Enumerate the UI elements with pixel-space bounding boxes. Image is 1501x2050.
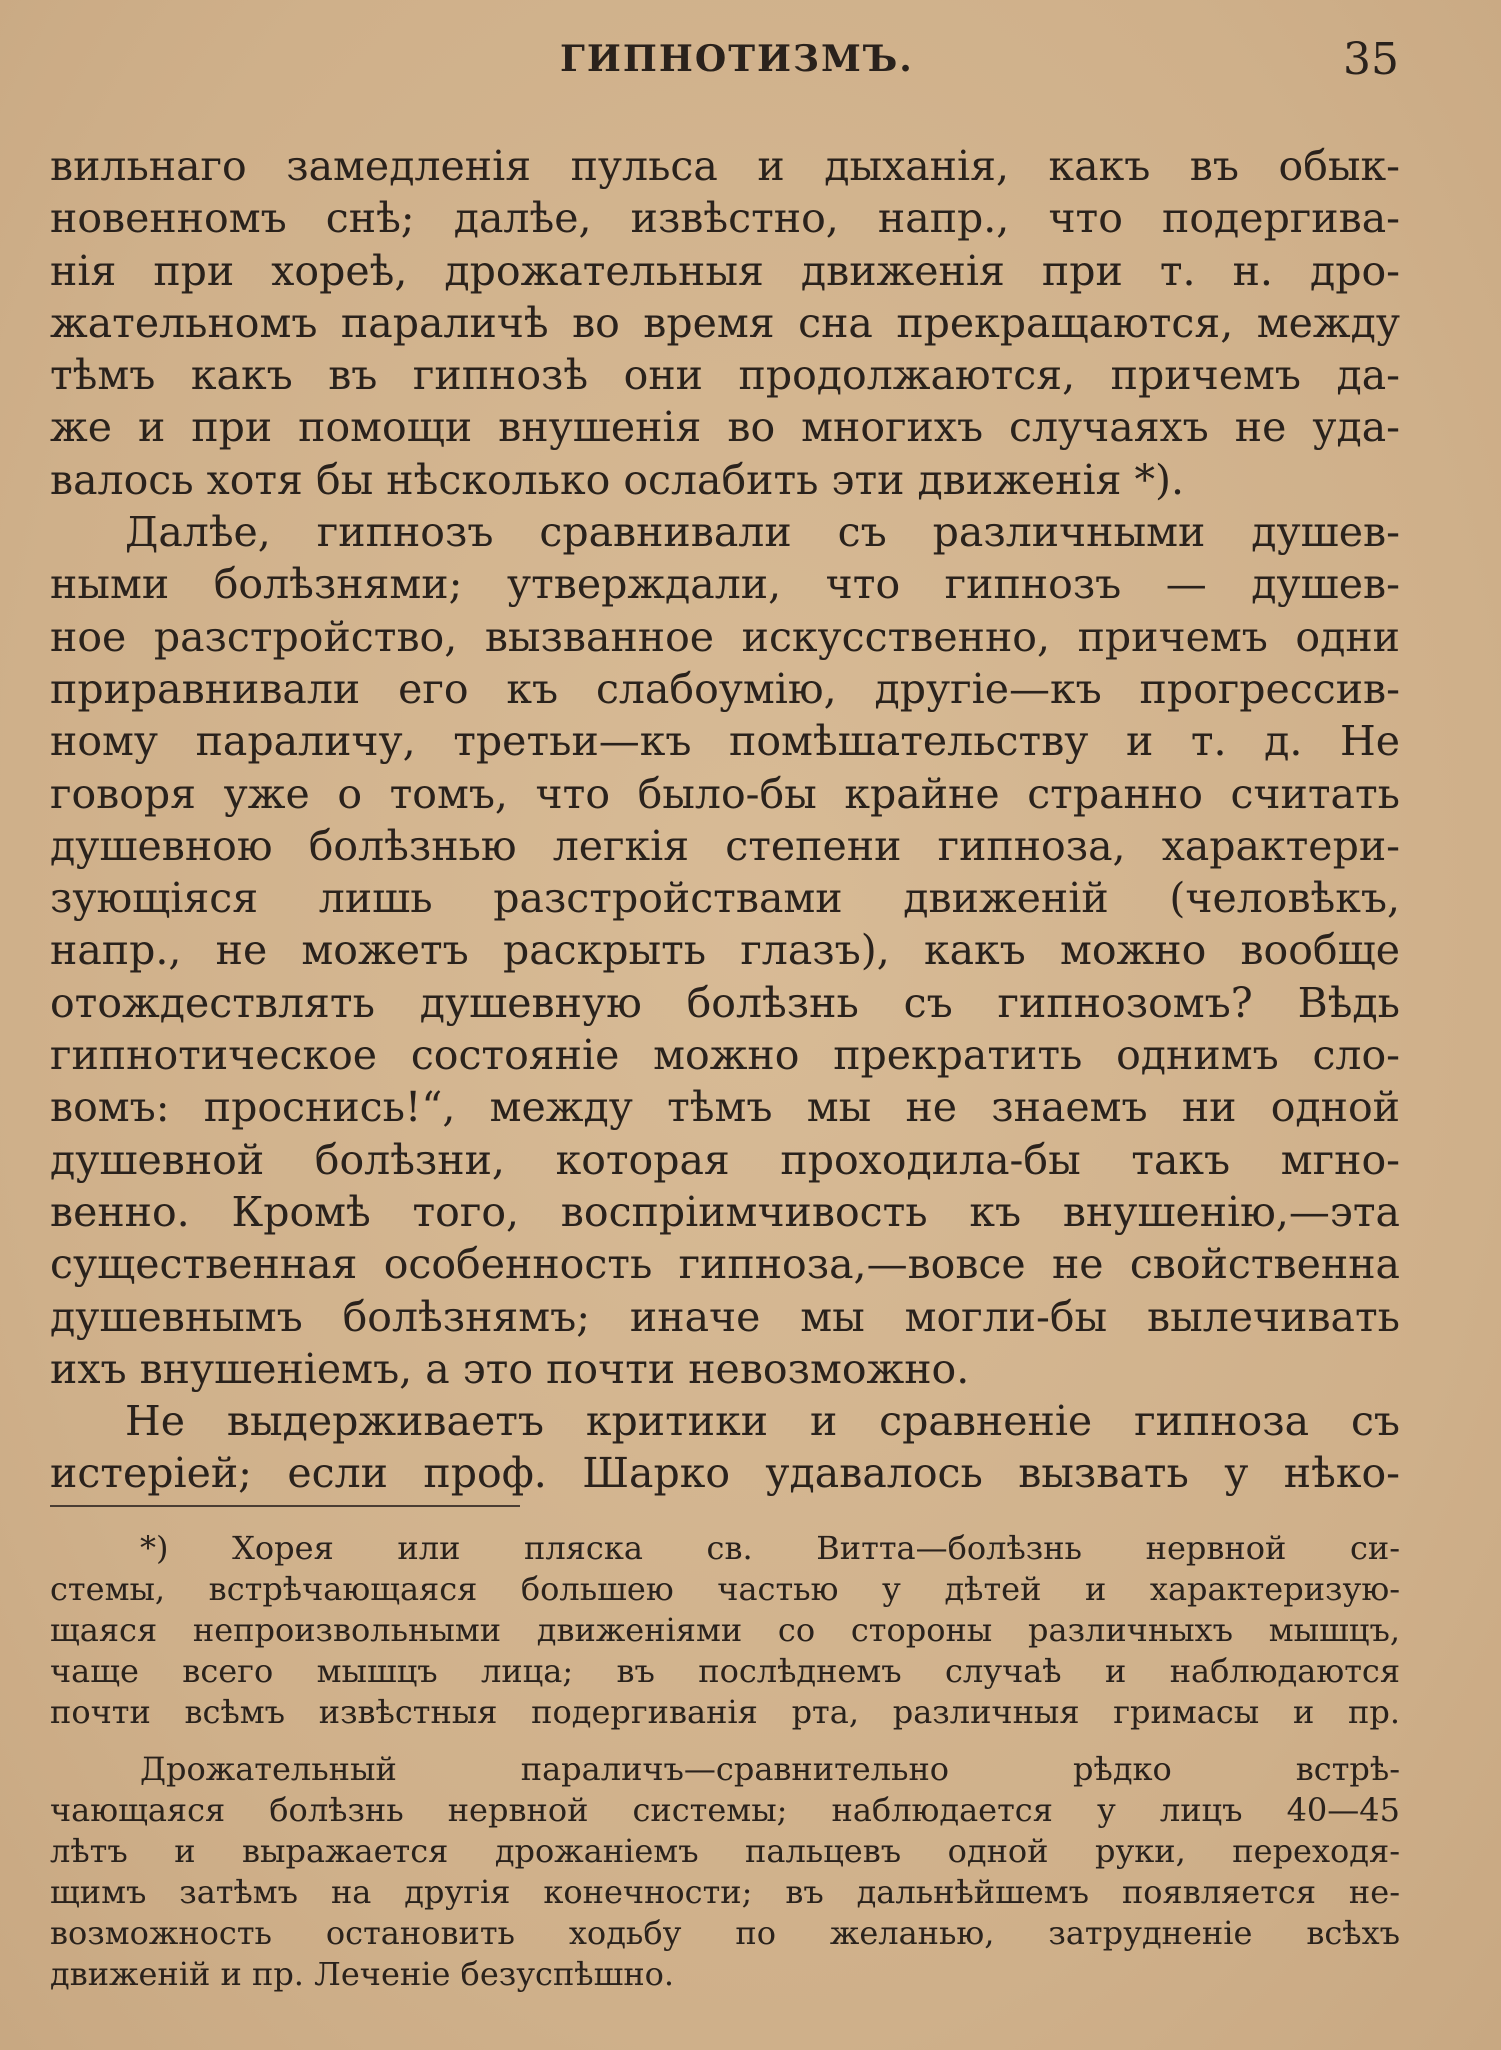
footnote-line: почти всѣмъ извѣстныя подергиванія рта, различныя гримасы и пр.: [50, 1693, 1400, 1731]
text-line: душевной болѣзни, которая проходила-бы такъ мгно-: [50, 1135, 1400, 1184]
footnote-line: чающаяся болѣзнь нервной системы; наблюдается у лицъ 40—45: [50, 1791, 1400, 1829]
text-line: гипнотическое состояніе можно прекратить однимъ сло-: [50, 1031, 1400, 1080]
text-line: нія при хореѣ, дрожательныя движенія при т. н. дро-: [50, 246, 1400, 295]
text-line: приравнивали его къ слабоумію, другіе—къ прогрессив-: [50, 664, 1400, 713]
text-line: Далѣе, гипнозъ сравнивали съ различными душев-: [125, 508, 1400, 557]
footnote-line: щимъ затѣмъ на другія конечности; въ дальнѣйшемъ появляется не-: [50, 1873, 1400, 1911]
text-line: ному параличу, третьи—къ помѣшательству и т. д. Не: [50, 717, 1400, 766]
text-line: отождествлять душевную болѣзнь съ гипнозомъ? Вѣдь: [50, 978, 1400, 1027]
main-text: [50, 140, 1400, 1500]
text-line: валось хотя бы нѣсколько ослабить эти движенія *).: [50, 455, 1185, 504]
footnote-line: щаяся непроизвольными движеніями со стороны различныхъ мышцъ,: [50, 1611, 1400, 1649]
text-line: вильнаго замедленія пульса и дыханія, какъ въ обык-: [50, 142, 1400, 190]
running-title: ГИПНОТИЗМЪ.: [560, 38, 914, 80]
text-line: тѣмъ какъ въ гипнозѣ они продолжаются, причемъ да-: [50, 351, 1400, 400]
text-line: истеріей; если проф. Шарко удавалось вызвать у нѣко-: [50, 1449, 1400, 1498]
running-head: [0, 34, 1501, 88]
text-line: же и при помощи внушенія во многихъ случаяхъ не уда-: [50, 403, 1400, 452]
text-line: вомъ: проснись!“, между тѣмъ мы не знаемъ ни одной: [50, 1083, 1400, 1132]
footnote-line: стемы, встрѣчающаяся большею частью у дѣтей и характеризую-: [50, 1570, 1400, 1608]
text-line: существенная особенность гипноза,—вовсе не свойственна: [50, 1240, 1400, 1289]
footnotes: [50, 1528, 1400, 1995]
text-line: ными болѣзнями; утверждали, что гипнозъ — душев-: [50, 560, 1400, 609]
footnote-line: чаще всего мышцъ лица; въ послѣднемъ случаѣ и наблюдаются: [50, 1652, 1400, 1690]
text-line: жательномъ параличѣ во время сна прекращаются, между: [50, 298, 1400, 347]
text-line: говоря уже о томъ, что было-бы крайне странно считать: [50, 769, 1400, 818]
text-line: Не выдерживаетъ критики и сравненіе гипноза съ: [125, 1397, 1400, 1446]
footnote-line: движеній и пр. Леченіе безуспѣшно.: [50, 1955, 675, 1993]
text-line: ихъ внушеніемъ, а это почти невозможно.: [50, 1344, 970, 1393]
footnote-line: *) Хорея или пляска св. Витта—болѣзнь нервной си-: [140, 1529, 1400, 1567]
text-line: душевною болѣзнью легкія степени гипноза, характери-: [50, 821, 1400, 870]
text-line: душевнымъ болѣзнямъ; иначе мы могли-бы вылечивать: [50, 1292, 1400, 1341]
footnote-line: лѣтъ и выражается дрожаніемъ пальцевъ одной руки, переходя-: [50, 1832, 1400, 1870]
footnote-rule: [50, 1505, 520, 1507]
text-line: зующіяся лишь разстройствами движеній (человѣкъ,: [50, 874, 1400, 923]
text-line: ное разстройство, вызванное искусственно, причемъ одни: [50, 612, 1400, 661]
footnote-line: возможность остановить ходьбу по желанью, затрудненіе всѣхъ: [50, 1914, 1400, 1952]
footnote-line: Дрожательный параличъ—сравнительно рѣдко встрѣ-: [140, 1750, 1400, 1788]
text-line: венно. Кромѣ того, воспріимчивость къ внушенію,—эта: [50, 1187, 1400, 1236]
page-number: 35: [1343, 34, 1399, 85]
text-line: новенномъ снѣ; далѣе, извѣстно, напр., что подергива-: [50, 194, 1400, 243]
text-line: напр., не можетъ раскрыть глазъ), какъ можно вообще: [50, 926, 1400, 975]
